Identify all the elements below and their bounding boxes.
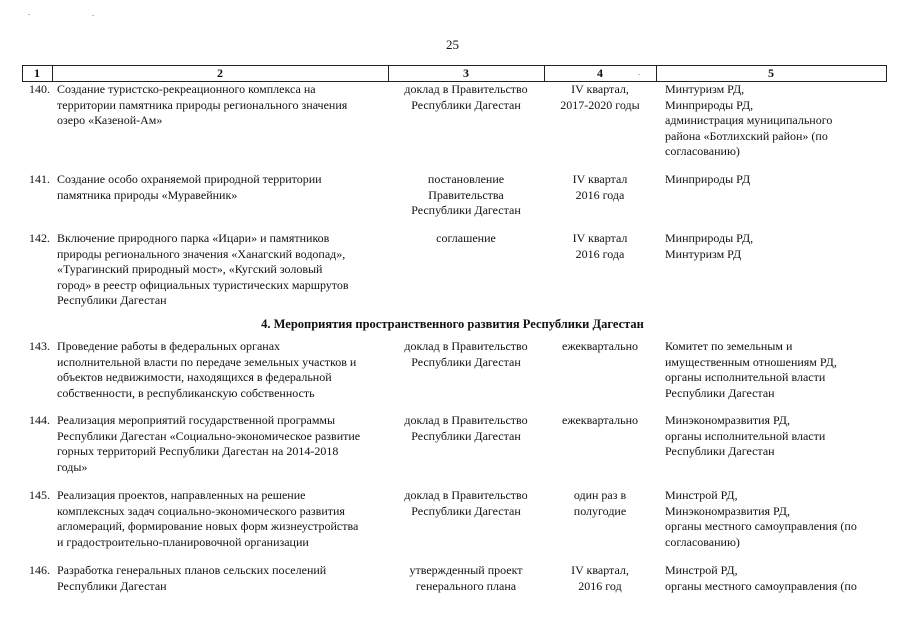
text-line: генерального плана — [415, 578, 517, 593]
text-line: органы местного самоуправления (по — [665, 519, 857, 533]
term-cell — [550, 413, 650, 429]
text-line: IV квартал — [572, 231, 628, 245]
text-line: IV квартал, — [571, 563, 629, 577]
text-line: Минприроды РД — [665, 172, 751, 186]
term-cell — [550, 82, 650, 113]
text-line: Республики Дагестан — [411, 97, 521, 112]
text-line: полугодие — [573, 503, 627, 518]
text-line: IV квартал, — [571, 82, 629, 96]
text-line: комплексных задач социально-экономического развития — [57, 503, 345, 518]
row-number: 146. — [29, 563, 50, 577]
text-line: Минстрой РД, — [665, 488, 738, 502]
text-line: Создание туристско-рекреационного комплекса на — [57, 82, 316, 96]
measure-cell — [57, 563, 387, 594]
scan-speck — [92, 15, 94, 16]
text-line: Минприроды РД, — [665, 231, 754, 245]
form-cell — [388, 82, 544, 113]
text-line: органы местного самоуправления (по — [665, 578, 857, 593]
text-line: IV квартал — [572, 172, 628, 186]
text-line: Республики Дагестан — [57, 578, 167, 593]
term-cell — [550, 488, 650, 519]
term-cell — [550, 563, 650, 594]
text-line: Республики Дагестан — [411, 428, 521, 443]
text-line: доклад в Правительство — [404, 488, 528, 502]
text-line: органы исполнительной власти — [665, 428, 826, 443]
text-line: Правительства — [428, 187, 504, 202]
row-number: 143. — [29, 339, 50, 353]
column-number: 3 — [463, 66, 469, 80]
form-cell — [388, 413, 544, 444]
text-line: ежеквартально — [562, 339, 638, 353]
text-line: город» в реестр официальных туристических маршрутов — [57, 277, 349, 292]
text-line: соглашение — [436, 231, 496, 245]
text-line: годы» — [57, 459, 88, 474]
responsible-cell — [665, 413, 890, 460]
form-cell — [388, 563, 544, 594]
text-line: Минэкономразвития РД, — [665, 503, 790, 518]
form-cell — [388, 339, 544, 370]
column-number: 1 — [34, 66, 40, 80]
text-line: агломераций, формирование новых форм жизнеустройства — [57, 519, 359, 533]
text-line: 2016 год — [578, 578, 622, 593]
text-line: объектов недвижимости, находящихся в федеральной — [57, 370, 332, 384]
text-line: 2016 года — [575, 246, 625, 261]
text-line: доклад в Правительство — [404, 82, 528, 96]
text-line: имущественным отношениям РД, — [665, 354, 837, 369]
responsible-cell — [665, 563, 890, 594]
column-number: 4 — [597, 66, 603, 80]
text-line: Реализация проектов, направленных на решение — [57, 488, 306, 502]
form-cell — [388, 488, 544, 519]
text-line: Минэкономразвития РД, — [665, 413, 790, 427]
text-line: Минтуризм РД — [665, 246, 742, 261]
term-cell — [550, 231, 650, 262]
text-line: Разработка генеральных планов сельских поселений — [57, 563, 327, 577]
text-line: администрация муниципального — [665, 113, 833, 127]
measure-cell — [57, 339, 387, 401]
text-line: собственности, в республиканскую собственность — [57, 385, 315, 400]
scan-speck — [28, 14, 30, 15]
row-number: 141. — [29, 172, 50, 186]
text-line: исполнительной власти по передаче земельных участков и — [57, 354, 357, 369]
text-line: согласованию) — [665, 144, 740, 158]
text-line: района «Ботлихский район» (по — [665, 128, 828, 143]
term-cell — [550, 172, 650, 203]
responsible-cell — [665, 231, 890, 262]
measure-cell — [57, 413, 387, 475]
responsible-cell — [665, 82, 890, 160]
text-line: озеро «Казеной-Ам» — [57, 113, 163, 127]
measure-cell — [57, 231, 387, 309]
row-number: 145. — [29, 488, 50, 502]
measure-cell — [57, 82, 387, 129]
responsible-cell — [665, 488, 890, 550]
row-number: 144. — [29, 413, 50, 427]
scan-speck — [638, 74, 640, 75]
text-line: Реализация мероприятий государственной программы — [57, 413, 336, 427]
text-line: утвержденный проект — [409, 563, 523, 577]
text-line: Республики Дагестан — [411, 203, 521, 217]
text-line: Минстрой РД, — [665, 563, 738, 577]
responsible-cell — [665, 339, 890, 401]
form-cell — [388, 172, 544, 219]
section-title: 4. Мероприятия пространственного развития Республики Дагестан — [261, 317, 644, 331]
text-line: территории памятника природы регионального значения — [57, 97, 348, 112]
text-line: природы регионального значения «Ханагский водопад», — [57, 246, 346, 261]
text-line: Комитет по земельным и — [665, 339, 793, 353]
text-line: постановление — [427, 172, 505, 186]
column-number: 2 — [217, 66, 223, 80]
text-line: органы исполнительной власти — [665, 370, 826, 384]
text-line: Республики Дагестан — [411, 503, 521, 518]
measure-cell — [57, 488, 387, 550]
text-line: 2016 года — [575, 187, 625, 202]
text-line: Создание особо охраняемой природной территории — [57, 172, 322, 186]
text-line: Включение природного парка «Ицари» и памятников — [57, 231, 330, 245]
text-line: Минтуризм РД, — [665, 82, 745, 96]
measure-cell — [57, 172, 387, 203]
text-line: памятника природы «Муравейник» — [57, 187, 238, 202]
text-line: Республики Дагестан — [411, 354, 521, 369]
table-header-divider — [886, 65, 887, 81]
text-line: «Турагинский природный мост», «Кугский золовый — [57, 262, 323, 276]
column-number: 5 — [768, 66, 774, 80]
text-line: 2017-2020 годы — [560, 97, 640, 112]
text-line: горных территорий Республики Дагестан на 2014-2018 — [57, 444, 339, 458]
term-cell — [550, 339, 650, 355]
text-line: один раз в — [573, 488, 627, 502]
text-line: Республики Дагестан «Социально-экономическое развитие — [57, 428, 361, 443]
text-line: ежеквартально — [562, 413, 638, 427]
text-line: Проведение работы в федеральных органах — [57, 339, 281, 353]
form-cell — [388, 231, 544, 247]
text-line: Республики Дагестан — [57, 293, 167, 307]
text-line: Республики Дагестан — [665, 385, 775, 400]
row-number: 140. — [29, 82, 50, 96]
text-line: Минприроды РД, — [665, 97, 754, 112]
row-number: 142. — [29, 231, 50, 245]
text-line: доклад в Правительство — [404, 339, 528, 353]
text-line: согласованию) — [665, 534, 740, 549]
text-line: доклад в Правительство — [404, 413, 528, 427]
page-number: 25 — [446, 37, 459, 52]
responsible-cell — [665, 172, 890, 188]
text-line: и градостроительно-планировочной организации — [57, 534, 309, 549]
text-line: Республики Дагестан — [665, 444, 775, 458]
